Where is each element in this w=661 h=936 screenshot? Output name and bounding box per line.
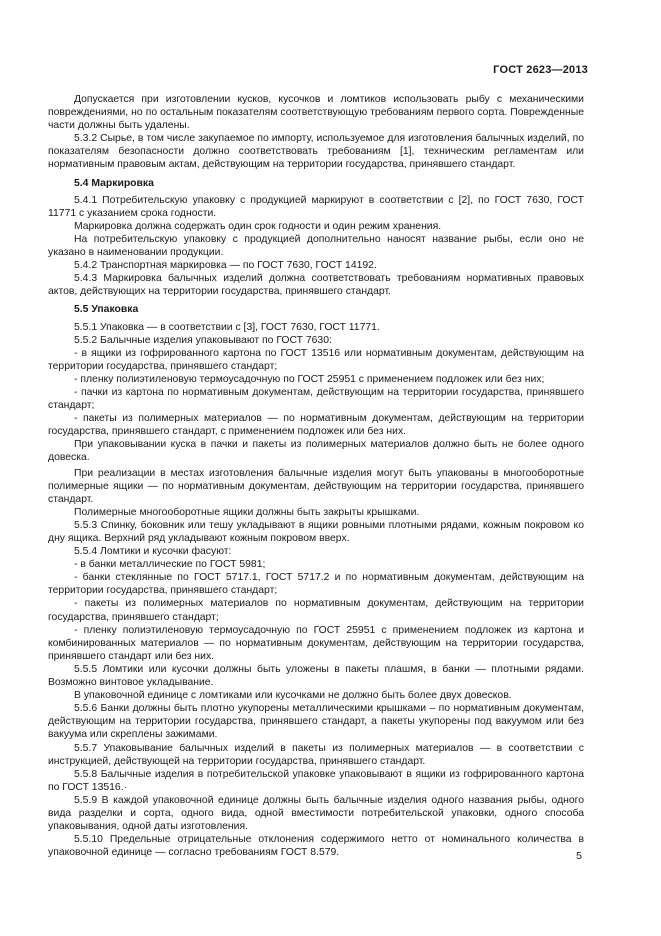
document-body [48, 93, 584, 859]
paragraph: 5.5.6 Банки должны быть плотно укупорены металлическими крышками – по нормативным документам, действующим на территории государства, принявшего стандарт, а пакеты укупорены под вакуумом или без вакуума или скреплены зажимами. [48, 703, 584, 741]
list-item: - в ящики из гофрированного картона по ГОСТ 13516 или нормативным документам, действующим на территории государства, принявшего стандарт; [48, 347, 584, 372]
paragraph: 5.3.2 Сырье, в том числе закупаемое по импорту, используемое для изготовления балычных изделий, по показателям безопасности должно соответствовать требованиям [1], техническим регламентам или нормативным правовым актам, действующим на территории государства, принявшего стандарт. [48, 133, 584, 171]
list-item: - пленку полиэтиленовую термоусадочную по ГОСТ 25951 с применением подложек или без них; [74, 373, 545, 385]
paragraph: В упаковочной единице с ломтиками или кусочками не должно быть более двух довесков. [74, 690, 512, 702]
list-item: - пачки из картона по нормативным документам, действующим на территории государства, принявшего стандарт; [48, 386, 584, 412]
section-heading-marking: 5.4 Маркировка [74, 177, 154, 189]
paragraph: 5.5.10 Предельные отрицательные отклонения содержимого нетто от номинального количества в упаковочной единице — согласно требованиям ГОСТ 8.579. [48, 834, 584, 859]
paragraph: При реализации в местах изготовления балычные изделия могут быть упакованы в многооборотные полимерные ящики — по нормативным документам, действующим на территории государства, принявшего стандарт. [48, 467, 584, 505]
paragraph: На потребительскую упаковку с продукцией дополнительно наносят название рыбы, если оно не указано в наименовании продукции. [48, 233, 584, 259]
paragraph: Маркировка должна содержать один срок годности и один режим хранения. [74, 220, 442, 232]
list-item: - пакеты из полимерных материалов по нормативным документам, действующим на территории государства, принявшего стандарт; [48, 598, 584, 623]
paragraph: 5.5.5 Ломтики или кусочки должны быть уложены в пакеты плашмя, в банки — плотными рядами. Возможно винтовое укладывание. [48, 663, 584, 689]
list-item: - пленку полиэтиленовую термоусадочную по ГОСТ 25951 с применением подложек из картона и комбинированных материалов — по нормативным документам, действующим на территории государства, принявшего стандарт или без них. [48, 624, 584, 662]
paragraph: 5.5.8 Балычные изделия в потребительской упаковке упаковывают в ящики из гофрированного картона по ГОСТ 13516.· [48, 768, 584, 793]
paragraph: 5.5.9 В каждой упаковочной единице должны быть балычные изделия одного названия рыбы, одного вида разделки и сорта, одного вида, одной вместимости потребительской упаковки, одного способа упаковывания, одной даты изготовления. [48, 794, 584, 833]
list-item: - банки стеклянные по ГОСТ 5717.1, ГОСТ 5717.2 и по нормативным документам, действующим на территории государства, принявшего стандарт; [48, 572, 584, 597]
paragraph: 5.4.2 Транспортная маркировка — по ГОСТ 7630, ГОСТ 14192. [74, 260, 377, 272]
paragraph: Полимерные многооборотные ящики должны быть закрыты крышками. [74, 506, 420, 518]
section-heading-packaging: 5.5 Упаковка [74, 304, 139, 316]
paragraph: 5.4.1 Потребительскую упаковку с продукцией маркируют в соответствии с [2], по ГОСТ 7630, ГОСТ 11771 с указанием срока годности. [48, 194, 584, 219]
paragraph: 5.5.1 Упаковка — в соответствии с [3], ГОСТ 7630, ГОСТ 11771. [74, 321, 380, 333]
paragraph: 5.5.4 Ломтики и кусочки фасуют: [74, 546, 232, 558]
paragraph: При упаковывании куска в пачки и пакеты из полимерных материалов должно быть не более одного довеска. [48, 439, 584, 464]
document-code: ГОСТ 2623—2013 [493, 64, 588, 76]
paragraph: 5.5.2 Балычные изделия упаковывают по ГОСТ 7630: [74, 334, 332, 346]
paragraph: 5.5.7 Упаковывание балычных изделий в пакеты из полимерных материалов — в соответствии с инструкцией, действующей на территории государства, принявшего стандарт. [48, 742, 584, 767]
list-item: - в банки металлические по ГОСТ 5981; [74, 559, 266, 571]
paragraph: Допускается при изготовлении кусков, кусочков и ломтиков использовать рыбу с механическими повреждениями, но по остальным показателям соответствующую требованиям первого сорта. Поврежденные части должны быть удалены. [48, 94, 584, 132]
list-item: - пакеты из полимерных материалов — по нормативным документам, действующим на территории государства, принявшего стандарт, с применением подложек или без них. [48, 413, 584, 438]
paragraph: 5.5.3 Спинку, боковник или тешу укладывают в ящики ровными плотными рядами, кожным покровом ко дну ящика. Верхний ряд укладывают кожным покровом вверх. [48, 519, 584, 544]
paragraph: 5.4.3 Маркировка балычных изделий должна соответствовать требованиям нормативных правовых актов, действующих на территории государства, принявшего стандарт. [48, 273, 584, 298]
page-number: 5 [576, 850, 582, 862]
